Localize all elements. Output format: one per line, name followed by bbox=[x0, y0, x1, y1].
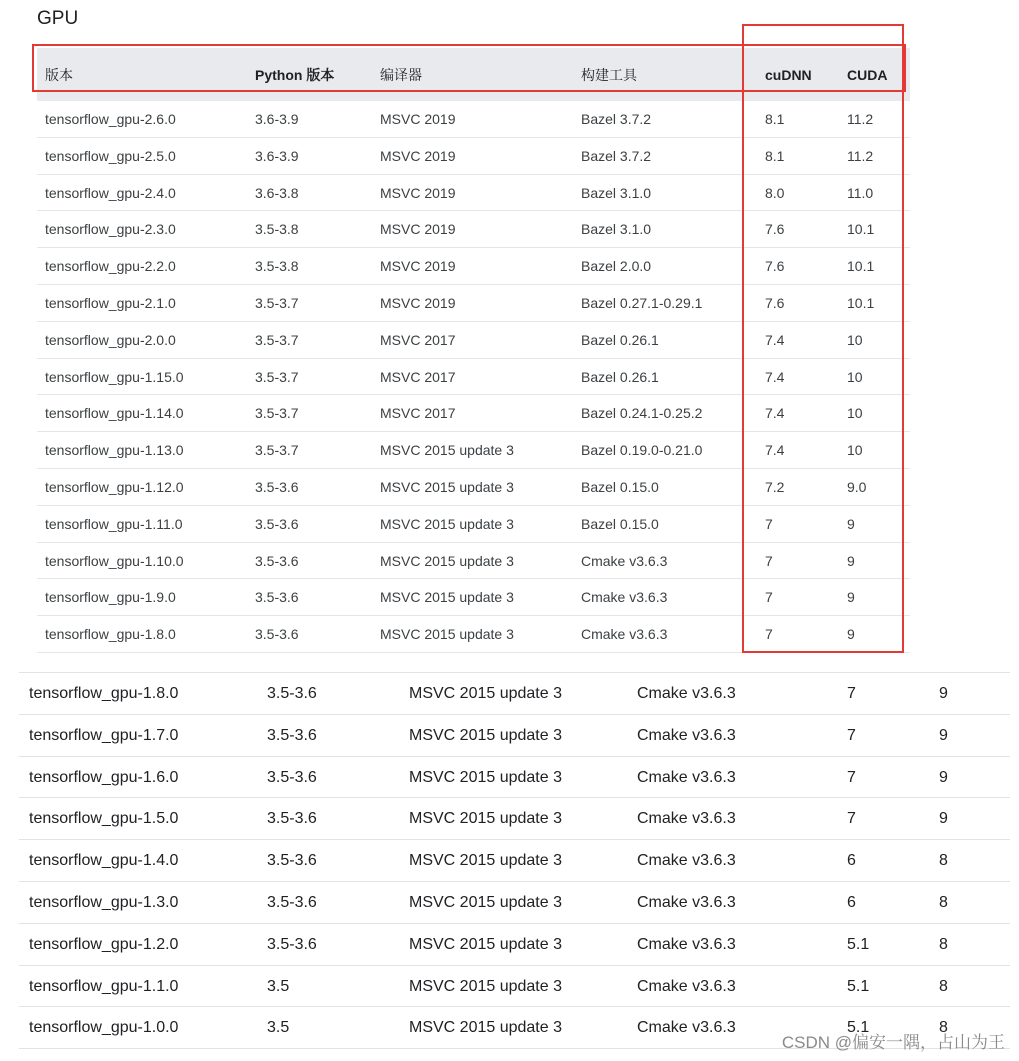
cell-build-tool: Bazel 0.27.1-0.29.1 bbox=[581, 294, 703, 311]
table-row bbox=[37, 506, 910, 543]
watermark: CSDN @偏安一隅，占山为王 bbox=[781, 1033, 1005, 1052]
cell-build-tool: Cmake v3.6.3 bbox=[637, 685, 736, 702]
bottom-version-table bbox=[19, 672, 1010, 1049]
cell-build-tool: Cmake v3.6.3 bbox=[637, 768, 736, 786]
cell-build-tool: Bazel 0.26.1 bbox=[581, 331, 659, 348]
header-cuda: CUDA bbox=[847, 67, 888, 83]
cell-compiler: MSVC 2015 update 3 bbox=[409, 726, 562, 744]
cell-python: 3.5-3.7 bbox=[255, 331, 299, 348]
cell-version: tensorflow_gpu-2.5.0 bbox=[45, 147, 176, 164]
cell-cudnn: 7 bbox=[765, 626, 773, 643]
table-row bbox=[19, 840, 1010, 882]
cell-cudnn: 8.1 bbox=[765, 147, 785, 164]
cell-build-tool: Cmake v3.6.3 bbox=[581, 626, 668, 643]
cell-cuda: 9 bbox=[939, 726, 948, 744]
cell-python: 3.5 bbox=[267, 1019, 290, 1037]
cell-cuda: 11.2 bbox=[847, 147, 874, 164]
cell-compiler: MSVC 2015 update 3 bbox=[409, 768, 562, 786]
table-row bbox=[37, 543, 910, 580]
table-row bbox=[19, 966, 1010, 1008]
cell-cudnn: 7.6 bbox=[765, 258, 785, 275]
cell-compiler: MSVC 2017 bbox=[380, 331, 456, 348]
cell-compiler: MSVC 2019 bbox=[380, 258, 456, 275]
cell-python: 3.5-3.6 bbox=[267, 935, 317, 953]
cell-cuda: 9 bbox=[847, 552, 855, 569]
cell-cudnn: 8.1 bbox=[765, 111, 785, 127]
cell-build-tool: Bazel 3.1.0 bbox=[581, 221, 652, 238]
cell-build-tool: Bazel 2.0.0 bbox=[581, 258, 652, 275]
table-row bbox=[37, 175, 910, 212]
header-build-tool: 构建工具 bbox=[581, 67, 637, 83]
header-cudnn: cuDNN bbox=[765, 67, 812, 83]
cell-python: 3.5-3.7 bbox=[255, 294, 299, 311]
cell-cuda: 8 bbox=[939, 935, 948, 953]
cell-version: tensorflow_gpu-1.8.0 bbox=[45, 626, 176, 643]
cell-version: tensorflow_gpu-1.12.0 bbox=[45, 478, 184, 495]
header-python: Python 版本 bbox=[255, 67, 335, 83]
cell-python: 3.6-3.8 bbox=[255, 184, 299, 201]
cell-cuda: 10 bbox=[847, 405, 863, 422]
cell-build-tool: Bazel 0.15.0 bbox=[581, 515, 659, 532]
table-row bbox=[37, 579, 910, 616]
cell-version: tensorflow_gpu-2.4.0 bbox=[45, 184, 176, 201]
cell-compiler: MSVC 2015 update 3 bbox=[380, 552, 514, 569]
cell-cuda: 10 bbox=[847, 442, 863, 459]
table-row bbox=[37, 248, 910, 285]
cell-version: tensorflow_gpu-2.3.0 bbox=[45, 221, 176, 238]
cell-python: 3.5-3.6 bbox=[267, 852, 317, 870]
cell-cuda: 10 bbox=[847, 331, 863, 348]
cell-python: 3.5-3.7 bbox=[255, 368, 299, 385]
cell-cudnn: 5.1 bbox=[847, 1019, 870, 1037]
cell-version: tensorflow_gpu-1.15.0 bbox=[45, 368, 184, 385]
cell-build-tool: Cmake v3.6.3 bbox=[637, 977, 736, 995]
cell-cuda: 8 bbox=[939, 977, 948, 995]
cell-python: 3.5 bbox=[267, 977, 290, 995]
table-row bbox=[19, 673, 1010, 715]
cell-build-tool: Cmake v3.6.3 bbox=[637, 935, 736, 953]
cell-build-tool: Bazel 3.1.0 bbox=[581, 184, 652, 201]
cell-python: 3.6-3.9 bbox=[255, 111, 299, 127]
cell-cudnn: 7.2 bbox=[765, 478, 785, 495]
cell-cuda: 9 bbox=[847, 515, 855, 532]
cell-cuda: 9 bbox=[847, 589, 855, 606]
top-table-body bbox=[37, 101, 910, 653]
cell-version: tensorflow_gpu-2.0.0 bbox=[45, 331, 176, 348]
cell-cuda: 8 bbox=[939, 1019, 948, 1037]
cell-compiler: MSVC 2015 update 3 bbox=[409, 852, 562, 870]
cell-python: 3.5-3.6 bbox=[255, 626, 299, 643]
cell-compiler: MSVC 2019 bbox=[380, 147, 456, 164]
table-row bbox=[37, 101, 910, 138]
cell-compiler: MSVC 2015 update 3 bbox=[409, 935, 562, 953]
cell-version: tensorflow_gpu-1.5.0 bbox=[29, 810, 179, 828]
table-row bbox=[19, 757, 1010, 799]
cell-python: 3.5-3.8 bbox=[255, 221, 299, 238]
cell-version: tensorflow_gpu-1.10.0 bbox=[45, 552, 184, 569]
cell-cudnn: 7 bbox=[847, 726, 856, 744]
cell-python: 3.5-3.6 bbox=[267, 893, 317, 911]
cell-version: tensorflow_gpu-1.0.0 bbox=[29, 1019, 179, 1037]
table-header-row bbox=[37, 48, 910, 101]
cell-version: tensorflow_gpu-2.1.0 bbox=[45, 294, 176, 311]
cell-python: 3.5-3.6 bbox=[267, 726, 317, 744]
cell-cudnn: 7 bbox=[847, 768, 856, 786]
cell-build-tool: Bazel 0.24.1-0.25.2 bbox=[581, 405, 703, 422]
cell-build-tool: Cmake v3.6.3 bbox=[637, 852, 736, 870]
cell-compiler: MSVC 2017 bbox=[380, 368, 456, 385]
table-row bbox=[19, 882, 1010, 924]
cell-compiler: MSVC 2019 bbox=[380, 294, 456, 311]
cell-python: 3.6-3.9 bbox=[255, 147, 299, 164]
cell-compiler: MSVC 2015 update 3 bbox=[409, 977, 562, 995]
cell-compiler: MSVC 2015 update 3 bbox=[380, 589, 514, 606]
cell-cudnn: 7.6 bbox=[765, 294, 785, 311]
cell-version: tensorflow_gpu-1.13.0 bbox=[45, 442, 184, 459]
cell-python: 3.5-3.7 bbox=[255, 442, 299, 459]
cell-cuda: 10.1 bbox=[847, 294, 875, 311]
cell-cuda: 8 bbox=[939, 852, 948, 870]
cell-cudnn: 7 bbox=[765, 515, 773, 532]
cell-compiler: MSVC 2015 update 3 bbox=[409, 1019, 562, 1037]
cell-version: tensorflow_gpu-1.4.0 bbox=[29, 852, 179, 870]
cell-compiler: MSVC 2019 bbox=[380, 184, 456, 201]
cell-cudnn: 7 bbox=[765, 552, 773, 569]
cell-build-tool: Cmake v3.6.3 bbox=[637, 726, 736, 744]
table-row bbox=[37, 285, 910, 322]
table-row bbox=[37, 211, 910, 248]
cell-version: tensorflow_gpu-1.1.0 bbox=[29, 977, 179, 995]
cell-version: tensorflow_gpu-1.7.0 bbox=[29, 726, 179, 744]
cell-version: tensorflow_gpu-1.9.0 bbox=[45, 589, 176, 606]
cell-version: tensorflow_gpu-1.2.0 bbox=[29, 935, 179, 953]
cell-build-tool: Bazel 3.7.2 bbox=[581, 111, 652, 127]
cell-build-tool: Cmake v3.6.3 bbox=[637, 1019, 736, 1037]
cell-cuda: 8 bbox=[939, 893, 948, 911]
cell-cudnn: 7 bbox=[847, 685, 856, 702]
cell-cudnn: 5.1 bbox=[847, 977, 870, 995]
table-row bbox=[37, 322, 910, 359]
cell-cuda: 9 bbox=[939, 685, 948, 702]
cell-build-tool: Cmake v3.6.3 bbox=[581, 589, 668, 606]
cell-build-tool: Bazel 0.19.0-0.21.0 bbox=[581, 442, 703, 459]
cell-compiler: MSVC 2017 bbox=[380, 405, 456, 422]
cell-compiler: MSVC 2019 bbox=[380, 221, 456, 238]
cell-python: 3.5-3.6 bbox=[255, 589, 299, 606]
cell-compiler: MSVC 2015 update 3 bbox=[380, 442, 514, 459]
cell-cudnn: 6 bbox=[847, 893, 856, 911]
cell-compiler: MSVC 2015 update 3 bbox=[409, 893, 562, 911]
header-version: 版本 bbox=[45, 67, 73, 83]
cell-python: 3.5-3.6 bbox=[255, 515, 299, 532]
table-row bbox=[37, 395, 910, 432]
cell-cudnn: 7.4 bbox=[765, 405, 785, 422]
cell-python: 3.5-3.7 bbox=[255, 405, 299, 422]
table-row bbox=[19, 798, 1010, 840]
cell-compiler: MSVC 2019 bbox=[380, 111, 456, 127]
cell-python: 3.5-3.6 bbox=[255, 478, 299, 495]
cell-build-tool: Bazel 0.26.1 bbox=[581, 368, 659, 385]
cell-cuda: 10.1 bbox=[847, 258, 875, 275]
cell-cuda: 9 bbox=[939, 810, 948, 828]
cell-version: tensorflow_gpu-1.14.0 bbox=[45, 405, 184, 422]
section-title: GPU bbox=[37, 8, 79, 29]
cell-version: tensorflow_gpu-1.8.0 bbox=[29, 685, 179, 702]
cell-python: 3.5-3.8 bbox=[255, 258, 299, 275]
cell-python: 3.5-3.6 bbox=[267, 810, 317, 828]
cell-cudnn: 8.0 bbox=[765, 184, 785, 201]
cell-cudnn: 7.4 bbox=[765, 442, 785, 459]
cell-cudnn: 7 bbox=[765, 589, 773, 606]
cell-build-tool: Bazel 0.15.0 bbox=[581, 478, 659, 495]
cell-version: tensorflow_gpu-1.6.0 bbox=[29, 768, 179, 786]
cell-compiler: MSVC 2015 update 3 bbox=[380, 626, 514, 643]
cell-cuda: 11.2 bbox=[847, 111, 874, 127]
cell-cuda: 9.0 bbox=[847, 478, 867, 495]
table-row bbox=[37, 359, 910, 396]
cell-cuda: 10 bbox=[847, 368, 863, 385]
cell-cudnn: 7.4 bbox=[765, 331, 785, 348]
cell-version: tensorflow_gpu-1.3.0 bbox=[29, 893, 179, 911]
cell-python: 3.5-3.6 bbox=[267, 685, 317, 702]
cell-cudnn: 7 bbox=[847, 810, 856, 828]
cell-build-tool: Bazel 3.7.2 bbox=[581, 147, 652, 164]
table-row bbox=[19, 924, 1010, 966]
cell-compiler: MSVC 2015 update 3 bbox=[380, 515, 514, 532]
cell-build-tool: Cmake v3.6.3 bbox=[637, 810, 736, 828]
cell-build-tool: Cmake v3.6.3 bbox=[637, 893, 736, 911]
table-row bbox=[37, 616, 910, 653]
cell-cuda: 9 bbox=[847, 626, 855, 643]
cell-compiler: MSVC 2015 update 3 bbox=[409, 810, 562, 828]
cell-cuda: 10.1 bbox=[847, 221, 875, 238]
table-row bbox=[37, 469, 910, 506]
cell-compiler: MSVC 2015 update 3 bbox=[380, 478, 514, 495]
table-row bbox=[19, 715, 1010, 757]
table-row bbox=[37, 138, 910, 175]
cell-python: 3.5-3.6 bbox=[267, 768, 317, 786]
table-row bbox=[37, 432, 910, 469]
top-version-table bbox=[37, 48, 910, 653]
cell-cudnn: 5.1 bbox=[847, 935, 870, 953]
header-compiler: 编译器 bbox=[380, 67, 422, 83]
cell-cudnn: 7.4 bbox=[765, 368, 785, 385]
cell-cuda: 9 bbox=[939, 768, 948, 786]
cell-python: 3.5-3.6 bbox=[255, 552, 299, 569]
cell-cudnn: 7.6 bbox=[765, 221, 785, 238]
cell-cuda: 11.0 bbox=[847, 184, 874, 201]
cell-version: tensorflow_gpu-2.2.0 bbox=[45, 258, 176, 275]
cell-cudnn: 6 bbox=[847, 852, 856, 870]
cell-build-tool: Cmake v3.6.3 bbox=[581, 552, 668, 569]
cell-compiler: MSVC 2015 update 3 bbox=[409, 685, 562, 702]
cell-version: tensorflow_gpu-2.6.0 bbox=[45, 111, 176, 127]
cell-version: tensorflow_gpu-1.11.0 bbox=[45, 515, 183, 532]
